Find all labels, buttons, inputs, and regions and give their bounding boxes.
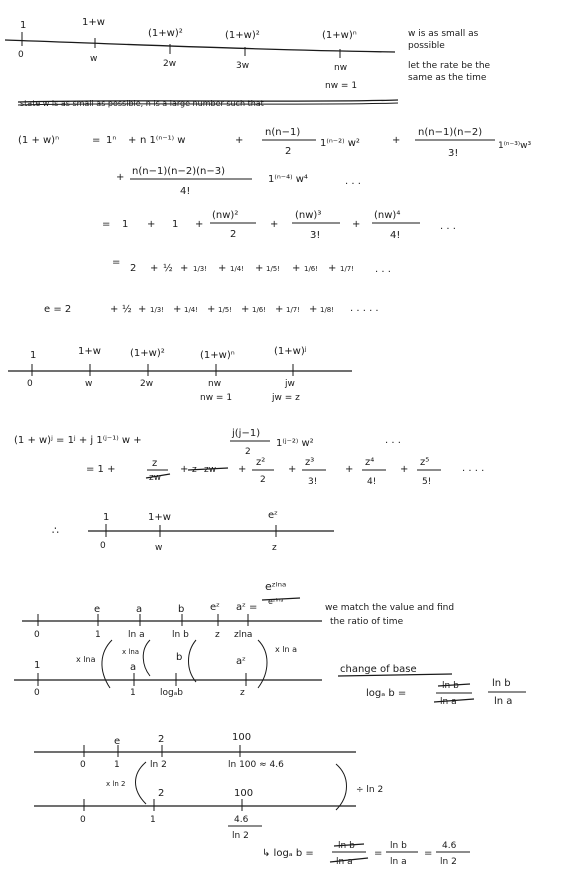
svg-text:z⁴: z⁴ — [365, 457, 375, 468]
side-note-2 — [325, 603, 454, 627]
svg-text:5!: 5! — [422, 477, 432, 487]
svg-text:x ln a: x ln a — [275, 645, 298, 654]
svg-text:+: + — [180, 263, 189, 274]
svg-text:n(n−1)(n−2): n(n−1)(n−2) — [418, 127, 483, 138]
svg-text:2: 2 — [260, 475, 266, 485]
svg-text:1⁽ⁿ⁻⁴⁾ w⁴: 1⁽ⁿ⁻⁴⁾ w⁴ — [268, 174, 308, 185]
svg-text:logₐ b =: logₐ b = — [366, 688, 407, 699]
svg-text:+: + — [345, 464, 354, 475]
svg-text:(1+w)ʲ: (1+w)ʲ — [274, 346, 307, 357]
svg-text:2: 2 — [230, 229, 237, 240]
svg-text:+: + — [147, 219, 156, 230]
svg-text:+: + — [128, 135, 137, 146]
therefore-symbol: ∴ — [52, 524, 59, 537]
svg-text:1+w: 1+w — [78, 346, 101, 357]
side-note-1 — [408, 29, 491, 83]
svg-text:state w is as small as possibl: state w is as small as possible, n is a large number such that — [20, 99, 264, 108]
svg-text:z²: z² — [256, 457, 266, 468]
svg-text:=: = — [424, 848, 433, 859]
svg-text:z: z — [215, 630, 220, 640]
nl1-top-label: 1 — [20, 20, 27, 31]
nl1-bottom-label: 0 — [18, 50, 24, 60]
svg-text:+: + — [328, 263, 337, 274]
svg-text:a: a — [136, 604, 143, 615]
number-line-5-lower — [34, 788, 356, 841]
svg-text:e = 2: e = 2 — [44, 304, 72, 315]
svg-text:zw: zw — [204, 465, 217, 475]
nw-equals-one: nw = 1 — [200, 393, 233, 403]
svg-text:ln 2: ln 2 — [150, 760, 167, 770]
svg-text:j(j−1): j(j−1) — [232, 428, 261, 439]
nl1-top-label: (1+w)² — [225, 30, 260, 41]
svg-text:2w: 2w — [140, 379, 154, 389]
svg-text:eᶻ: eᶻ — [210, 602, 220, 613]
svg-text:2: 2 — [158, 734, 165, 745]
svg-text:· · ·: · · · — [440, 224, 456, 235]
nl1-bottom-label: 3w — [236, 61, 250, 71]
svg-text:+: + — [138, 304, 147, 315]
change-of-base-box — [338, 664, 526, 707]
svg-text:+: + — [352, 219, 361, 230]
change-of-base-title: change of base — [340, 664, 417, 675]
svg-text:0: 0 — [80, 815, 86, 825]
svg-text:100: 100 — [232, 732, 252, 743]
e-series-line — [44, 303, 379, 317]
svg-text:1/5!: 1/5! — [266, 265, 281, 273]
svg-text:1: 1 — [150, 815, 156, 825]
svg-text:eᶻˡⁿᵃ: eᶻˡⁿᵃ — [268, 597, 284, 606]
svg-text:2: 2 — [285, 146, 292, 157]
svg-text:↳ logₐ b =: ↳ logₐ b = — [262, 848, 314, 859]
svg-text:ln 100 ≈ 4.6: ln 100 ≈ 4.6 — [228, 760, 284, 770]
svg-text:1: 1 — [34, 660, 41, 671]
svg-text:e: e — [94, 604, 101, 615]
jw-equals-z: jw = z — [272, 393, 300, 403]
svg-text:+: + — [235, 135, 244, 146]
svg-text:ln a: ln a — [390, 857, 407, 867]
svg-text:z: z — [152, 458, 158, 469]
svg-text:same as the time: same as the time — [408, 73, 487, 83]
svg-text:+: + — [241, 304, 250, 315]
svg-text:+: + — [218, 263, 227, 274]
svg-text:2: 2 — [245, 447, 251, 457]
svg-text:+: + — [275, 304, 284, 315]
svg-text:1⁽ⁿ⁻²⁾ w²: 1⁽ⁿ⁻²⁾ w² — [320, 138, 360, 149]
number-line-5-upper — [34, 732, 356, 770]
number-line-4-upper — [22, 580, 322, 640]
svg-text:(1 + w)ʲ = 1ʲ + j 1⁽ʲ⁻¹⁾ w: (1 + w)ʲ = 1ʲ + j 1⁽ʲ⁻¹⁾ w + — [14, 435, 142, 446]
svg-text:1/3!: 1/3! — [193, 265, 208, 273]
svg-text:4!: 4! — [367, 477, 377, 487]
svg-text:1/7!: 1/7! — [286, 306, 301, 314]
svg-text:+: + — [207, 304, 216, 315]
svg-text:1/4!: 1/4! — [184, 306, 199, 314]
svg-text:n(n−1): n(n−1) — [265, 127, 301, 138]
svg-text:eᶻ: eᶻ — [268, 510, 278, 521]
svg-text:½: ½ — [163, 263, 173, 274]
svg-text:logₐb: logₐb — [160, 688, 183, 698]
svg-text:0: 0 — [34, 688, 40, 698]
svg-text:1: 1 — [95, 630, 101, 640]
svg-text:½: ½ — [122, 304, 132, 315]
svg-text:jw: jw — [285, 379, 295, 389]
svg-text:· · · · ·: · · · · · — [350, 306, 379, 317]
svg-text:n(n−1)(n−2)(n−3): n(n−1)(n−2)(n−3) — [132, 166, 225, 177]
svg-text:+: + — [150, 263, 159, 274]
svg-text:+: + — [180, 464, 189, 475]
svg-text:4.6: 4.6 — [442, 841, 457, 851]
svg-text:1/6!: 1/6! — [304, 265, 319, 273]
svg-text:ln b: ln b — [442, 681, 459, 691]
svg-text:+: + — [255, 263, 264, 274]
svg-text:the ratio of time: the ratio of time — [330, 617, 404, 627]
svg-text:4.6: 4.6 — [234, 815, 249, 825]
nl1-top-label: (1+w)² — [148, 28, 183, 39]
svg-text:w: w — [155, 543, 163, 553]
svg-text:0: 0 — [27, 379, 33, 389]
svg-text:+: + — [116, 172, 125, 183]
svg-text:÷ ln 2: ÷ ln 2 — [356, 785, 384, 795]
nl1-bottom-label: w — [90, 54, 98, 64]
svg-text:(1+w)ⁿ: (1+w)ⁿ — [200, 350, 235, 361]
svg-text:ln b: ln b — [338, 841, 355, 851]
scaling-arrows-4 — [76, 640, 297, 688]
svg-text:+: + — [270, 219, 279, 230]
nl1-top-label: 1+w — [82, 17, 105, 28]
nl1-bottom-label: 2w — [163, 59, 177, 69]
svg-text:2: 2 — [130, 263, 137, 274]
svg-text:a: a — [130, 662, 137, 673]
svg-text:+: + — [238, 464, 247, 475]
svg-text:1ⁿ: 1ⁿ — [106, 135, 117, 146]
svg-text:+: + — [392, 135, 401, 146]
svg-text:zlna: zlna — [234, 630, 253, 640]
svg-text:1: 1 — [122, 219, 129, 230]
binomial-expansion — [18, 127, 531, 197]
svg-text:z³: z³ — [305, 457, 315, 468]
svg-text:ln a: ln a — [440, 697, 457, 707]
svg-text:1: 1 — [172, 219, 179, 230]
svg-text:3!: 3! — [310, 230, 321, 241]
svg-text:aᶻ: aᶻ — [236, 656, 246, 667]
svg-text:ln 2: ln 2 — [440, 857, 457, 867]
svg-text:1: 1 — [114, 760, 120, 770]
svg-text:=: = — [102, 219, 111, 230]
svg-text:3!: 3! — [448, 148, 459, 159]
svg-text:nw: nw — [208, 379, 222, 389]
svg-text:eᶻˡⁿᵃ: eᶻˡⁿᵃ — [265, 580, 287, 593]
svg-text:· · · ·: · · · · — [462, 466, 485, 477]
svg-text:(1+w)²: (1+w)² — [130, 348, 165, 359]
svg-text:0: 0 — [34, 630, 40, 640]
svg-text:n 1⁽ⁿ⁻¹⁾ w: n 1⁽ⁿ⁻¹⁾ w — [140, 135, 186, 146]
svg-text:1/5!: 1/5! — [218, 306, 233, 314]
svg-text:w is as small as: w is as small as — [408, 29, 479, 39]
svg-text:(nw)⁴: (nw)⁴ — [374, 210, 401, 221]
binomial-expansion-j-simplified — [86, 457, 484, 487]
svg-text:zw: zw — [149, 473, 162, 483]
svg-text:4!: 4! — [390, 230, 401, 241]
svg-text:1: 1 — [103, 512, 110, 523]
svg-text:ln 2: ln 2 — [232, 831, 249, 841]
svg-text:z: z — [240, 688, 245, 698]
series-line — [112, 257, 391, 278]
svg-text:3!: 3! — [308, 477, 318, 487]
svg-text:e: e — [114, 736, 121, 747]
svg-text:possible: possible — [408, 41, 445, 51]
svg-text:100: 100 — [234, 788, 254, 799]
simplified-expansion — [102, 210, 456, 241]
number-line-1 — [5, 17, 395, 91]
svg-text:0: 0 — [80, 760, 86, 770]
svg-text:1/7!: 1/7! — [340, 265, 355, 273]
svg-text:z: z — [192, 465, 197, 475]
svg-text:z⁵: z⁵ — [420, 457, 430, 468]
svg-text:(1 + w)ⁿ: (1 + w)ⁿ — [18, 135, 60, 146]
svg-text:1: 1 — [30, 350, 37, 361]
svg-text:+: + — [110, 304, 119, 315]
svg-text:1/4!: 1/4! — [230, 265, 245, 273]
svg-text:+: + — [400, 464, 409, 475]
svg-text:ln a: ln a — [494, 696, 513, 707]
number-line-4-lower — [14, 652, 322, 698]
nl1-bottom-label: nw — [334, 63, 348, 73]
svg-text:1+w: 1+w — [148, 512, 171, 523]
svg-text:z: z — [272, 543, 277, 553]
svg-text:=: = — [112, 257, 121, 268]
svg-text:· · ·: · · · — [385, 438, 401, 449]
final-equation — [262, 841, 470, 867]
svg-text:+: + — [173, 304, 182, 315]
svg-text:b: b — [176, 652, 183, 663]
svg-text:= 1 +: = 1 + — [86, 464, 116, 475]
svg-text:1/8!: 1/8! — [320, 306, 335, 314]
svg-text:1⁽ⁿ⁻³⁾w³: 1⁽ⁿ⁻³⁾w³ — [498, 141, 532, 151]
svg-text:2: 2 — [158, 788, 165, 799]
svg-text:x lna: x lna — [122, 648, 140, 656]
svg-text:+: + — [195, 219, 204, 230]
binomial-expansion-j — [14, 428, 401, 457]
svg-text:1/6!: 1/6! — [252, 306, 267, 314]
svg-text:let the rate be the: let the rate be the — [408, 61, 491, 71]
svg-text:x lna: x lna — [76, 655, 96, 664]
svg-text:ln b: ln b — [492, 678, 511, 689]
svg-text:=: = — [374, 848, 383, 859]
svg-text:w: w — [85, 379, 93, 389]
svg-text:0: 0 — [100, 541, 106, 551]
svg-text:b: b — [178, 604, 185, 615]
svg-text:=: = — [92, 135, 101, 146]
number-line-2 — [8, 346, 352, 403]
svg-text:x ln 2: x ln 2 — [106, 780, 126, 788]
svg-text:ln a: ln a — [336, 857, 353, 867]
svg-text:we match the value and find: we match the value and find — [325, 603, 455, 613]
nw-equals-one: nw = 1 — [325, 81, 358, 91]
nl1-top-label: (1+w)ⁿ — [322, 30, 357, 41]
svg-text:1: 1 — [130, 688, 136, 698]
svg-text:ln b: ln b — [172, 630, 189, 640]
svg-text:ln a: ln a — [128, 630, 145, 640]
svg-text:1/3!: 1/3! — [150, 306, 165, 314]
svg-text:· · ·: · · · — [375, 267, 391, 278]
svg-text:+: + — [292, 263, 301, 274]
svg-text:(nw)²: (nw)² — [212, 210, 239, 221]
number-line-3 — [52, 510, 334, 553]
svg-text:1⁽ʲ⁻²⁾ w²: 1⁽ʲ⁻²⁾ w² — [276, 438, 314, 449]
svg-text:(nw)³: (nw)³ — [295, 210, 322, 221]
svg-text:+: + — [288, 464, 297, 475]
svg-text:ln b: ln b — [390, 841, 407, 851]
svg-text:· · ·: · · · — [345, 179, 361, 190]
struck-out-line — [18, 99, 398, 108]
svg-text:4!: 4! — [180, 186, 191, 197]
svg-text:aᶻ =: aᶻ = — [236, 602, 258, 613]
svg-text:+: + — [309, 304, 318, 315]
